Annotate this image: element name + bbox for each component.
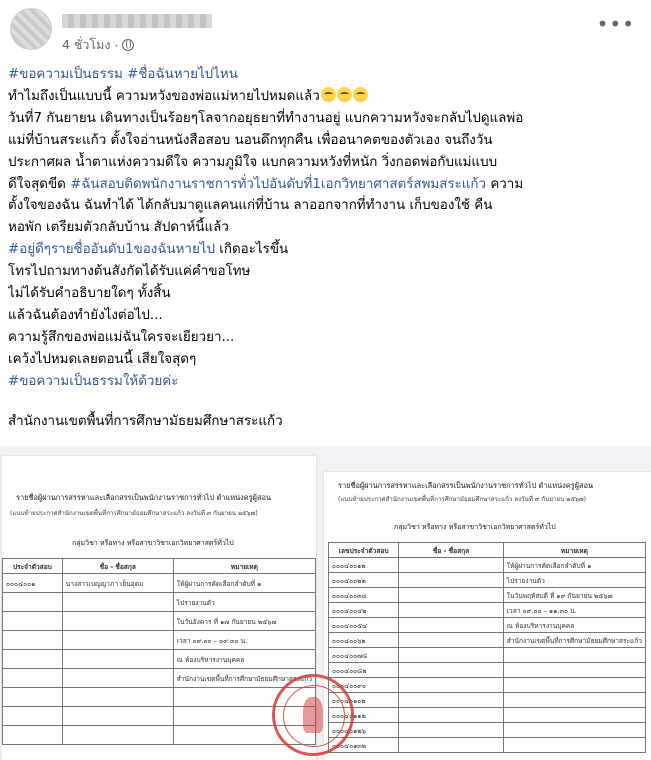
table-cell [503, 663, 645, 678]
table-row [329, 603, 646, 618]
table-cell: ไปรายงานตัว [173, 593, 315, 612]
table-cell: ๐๐๐๔๐๐๘๒ [329, 663, 399, 678]
crying-emoji-icon [353, 87, 368, 102]
text-line-13: ความรู้สึกของพ่อแม่ฉันใครจะเยียวยา... [8, 329, 235, 345]
doc-group: กลุ่มวิชา หรือทาง หรือสาขาวิชาเอกวิทยาศาสตร์ทั่วไป [394, 523, 556, 531]
table-cell: ๐๐๐๔๐๐๑๒ [329, 558, 399, 573]
table-cell: สำนักงานเขตพื้นที่การศึกษามัธยมศึกษาสระแก้ว [503, 633, 645, 648]
table-cell: ๐๐๐๔๐๐๕๔ [329, 618, 399, 633]
table-cell [399, 573, 504, 588]
table-cell: ๐๐๐๔๐๑๒๖ [329, 723, 399, 738]
table-cell: ๐๐๐๔๐๐๔๒ [329, 603, 399, 618]
doc-group: กลุ่มวิชา หรือทาง หรือสาขาวิชาเอกวิทยาศาสตร์ทั่วไป [72, 539, 234, 547]
table-cell: สำนักงานเขตพื้นที่การศึกษามัธยมศึกษาสระแก้ว [173, 669, 315, 688]
table-header: หมายเหตุ [173, 559, 315, 574]
hashtag-link[interactable]: #ชื่อฉันหายไปไหน [127, 67, 238, 82]
hashtag-link[interactable]: #ขอความเป็นธรรมให้ด้วยค่ะ [8, 373, 179, 389]
text-line-4: แม่ที่บ้านสระแก้ว ตั้งใจอ่านหนังสือสอบ นอนดึกทุกคืน เพื่ออนาคตของตัวเอง จนถึงวัน [8, 132, 493, 148]
table-cell [399, 588, 504, 603]
text-line-10: โทรไปถามทางต้นสังกัดได้รับแค่คำขอโทษ [8, 264, 251, 280]
doc-header: รายชื่อผู้ผ่านการสรรหาและเลือกสรรเป็นพนักงานราชการทั่วไป ตำแหน่งครูผู้สอน [338, 481, 593, 490]
table-row [329, 618, 646, 633]
table-cell: ให้ผู้ผ่านการคัดเลือกลำดับที่ ๑ [173, 574, 315, 593]
table-cell: เวลา ๐๙.๐๐ – ๐๙.๓๐ น. [173, 631, 315, 650]
crying-emoji-icon [321, 87, 336, 102]
table-cell: ๐๐๐๔๐๑๐๒ [329, 693, 399, 708]
table-header: เลขประจำตัวสอบ [329, 543, 399, 558]
more-options-icon[interactable]: ••• [596, 12, 635, 36]
table-cell [503, 738, 645, 753]
doc-subheader: (แนบท้ายประกาศสำนักงานเขตพื้นที่การศึกษามัธยมศึกษาสระแก้ว ลงวันที่ ๓ กันยายน ๒๕๖๗) [10, 510, 258, 517]
table-cell [399, 708, 504, 723]
text-line-8: หอพัก เตรียมตัวกลับบ้าน สัปดาห์นี้แล้ว [8, 220, 229, 236]
text-line-1 [8, 64, 644, 86]
author-name[interactable] [62, 14, 212, 28]
text-line-14: เคว้งไปหมดเลยตอนนี้ เสียใจสุดๆ [8, 351, 197, 367]
table-row [329, 648, 646, 663]
crying-emoji-icon [337, 87, 352, 102]
text-segment: ดีใจสุดขีด [8, 176, 71, 192]
table-row [3, 669, 316, 688]
table-row [3, 688, 316, 707]
table-cell: นางสาวเบญญาภา เย็นอุดม [62, 574, 173, 593]
text-line-9 [8, 239, 644, 261]
table-cell [503, 723, 645, 738]
table-row [329, 633, 646, 648]
doc-table [2, 558, 316, 745]
organization-line: สำนักงานเขตพื้นที่การศึกษามัธยมศึกษาสระแก้ว [8, 414, 283, 429]
table-header: ชื่อ - ชื่อสกุล [62, 559, 173, 574]
table-cell: ๐๐๐๔๐๐๙๐ [329, 678, 399, 693]
table-cell [503, 693, 645, 708]
table-cell: เวลา ๐๙.๐๐ – ๑๑.๓๐ น. [503, 603, 645, 618]
post-header [10, 8, 641, 58]
meta-separator: · [114, 37, 119, 53]
text-line-5: ประกาศผล น้ำตาแห่งความดีใจ ความภูมิใจ แบกความหวังที่หนัก วิ่งกอดพ่อกับแม่แบบ [8, 154, 498, 170]
announcement-photo-right[interactable] [324, 472, 651, 760]
text-line-7: ตั้งใจของฉัน ฉันทำได้ ได้กลับมาดูแลคนแก่ที่บ้าน ลาออกจากที่ทำงาน เก็บของใช้ คืน [8, 198, 493, 214]
text-segment: ความ [486, 176, 524, 192]
table-cell: ในวันอังคาร ที่ ๑๗ กันยายน ๒๕๖๗ [173, 612, 315, 631]
text-line-11: ไม่ได้รับคำอธิบายใดๆ ทั้งสิ้น [8, 286, 171, 302]
text-segment: เกิดอะไรขึ้น [215, 242, 289, 258]
table-cell: ๐๐๐๔๐๑๑๒ [329, 708, 399, 723]
post-meta [62, 35, 134, 55]
avatar[interactable] [10, 8, 52, 50]
table-row [329, 588, 646, 603]
table-row [3, 726, 316, 745]
table-cell [399, 633, 504, 648]
announcement-photo-left[interactable] [2, 456, 316, 760]
table-row [329, 693, 646, 708]
table-cell: ๐๐๐๔๐๐๖๒ [329, 633, 399, 648]
hashtag-link[interactable]: #อยู่ดีๆรายชื่ออันดับ1ของฉันหายไป [8, 242, 216, 258]
table-cell [399, 648, 504, 663]
post-time[interactable]: 4 ชั่วโมง [62, 37, 111, 52]
doc-table [328, 542, 646, 753]
official-seal-icon [272, 674, 354, 756]
post-text [8, 64, 644, 393]
table-cell: ณ ห้องบริหารงานบุคคล [173, 650, 315, 669]
table-row [3, 574, 316, 593]
table-cell [503, 648, 645, 663]
text-line-12: แล้วฉันต้องทำยังไงต่อไป... [8, 307, 163, 323]
table-cell: ๐๐๐๔๐๐๗๘ [329, 648, 399, 663]
table-header: ประจำตัวสอบ [3, 559, 63, 574]
text-line-6 [8, 174, 644, 196]
table-cell [503, 678, 645, 693]
table-cell [399, 558, 504, 573]
table-row [3, 612, 316, 631]
table-cell [399, 693, 504, 708]
table-row [329, 573, 646, 588]
table-row [329, 558, 646, 573]
text-line-3: วันที่7 กันยายน เดินทางเป็นร้อยๆโลจากอยุธยาที่ทำงานอยู่ แบกความหวังจะกลับไปดูแลพ่อ [8, 110, 524, 126]
doc-header: รายชื่อผู้ผ่านการสรรหาและเลือกสรรเป็นพนักงานราชการทั่วไป ตำแหน่งครูผู้สอน [16, 493, 271, 502]
table-cell [399, 663, 504, 678]
table-row [329, 678, 646, 693]
table-cell [399, 603, 504, 618]
hashtag-link[interactable]: #ขอความเป็นธรรม [8, 67, 123, 82]
table-cell: ณ ห้องบริหารงานบุคคล [503, 618, 645, 633]
table-cell: ให้ผู้ผ่านการคัดเลือกลำดับที่ ๑ [503, 558, 645, 573]
table-row [3, 631, 316, 650]
table-cell [399, 723, 504, 738]
table-cell: ๐๐๐๔๐๐๑ [3, 574, 63, 593]
table-row [329, 708, 646, 723]
table-cell: ๐๐๐๔๐๐๒๒ [329, 573, 399, 588]
hashtag-link[interactable]: #ฉันสอบติดพนักงานราชการทั่วไปอันดับที่1เอกวิทยาศาสตร์สพมสระแก้ว [70, 176, 487, 192]
table-cell [503, 708, 645, 723]
table-cell: ไปรายงานตัว [503, 573, 645, 588]
table-cell: ๐๐๐๔๐๑๓๒ [329, 738, 399, 753]
table-cell: ๐๐๐๔๐๐๓๔ [329, 588, 399, 603]
table-row [329, 723, 646, 738]
text-segment: ทำไมถึงเป็นแบบนี้ ความหวังของพ่อแม่หายไปหมดแล้ว [8, 88, 320, 104]
doc-subheader: (แนบท้ายประกาศสำนักงานเขตพื้นที่การศึกษามัธยมศึกษาสระแก้ว ลงวันที่ ๙ กันยายน ๒๕๖๗) [338, 496, 587, 503]
table-row [329, 663, 646, 678]
table-row [3, 650, 316, 669]
table-cell [399, 738, 504, 753]
table-cell [399, 678, 504, 693]
table-header: ชื่อ - ชื่อสกุล [399, 543, 504, 558]
table-cell: ในวันพฤหัสบดี ที่ ๑๙ กันยายน ๒๕๖๗ [503, 588, 645, 603]
table-cell [399, 618, 504, 633]
table-header: หมายเหตุ [503, 543, 645, 558]
table-row [329, 738, 646, 753]
table-row [3, 593, 316, 612]
globe-icon[interactable] [122, 39, 134, 51]
text-line-2 [8, 86, 644, 108]
attached-photos[interactable] [0, 446, 651, 760]
table-row [3, 707, 316, 726]
